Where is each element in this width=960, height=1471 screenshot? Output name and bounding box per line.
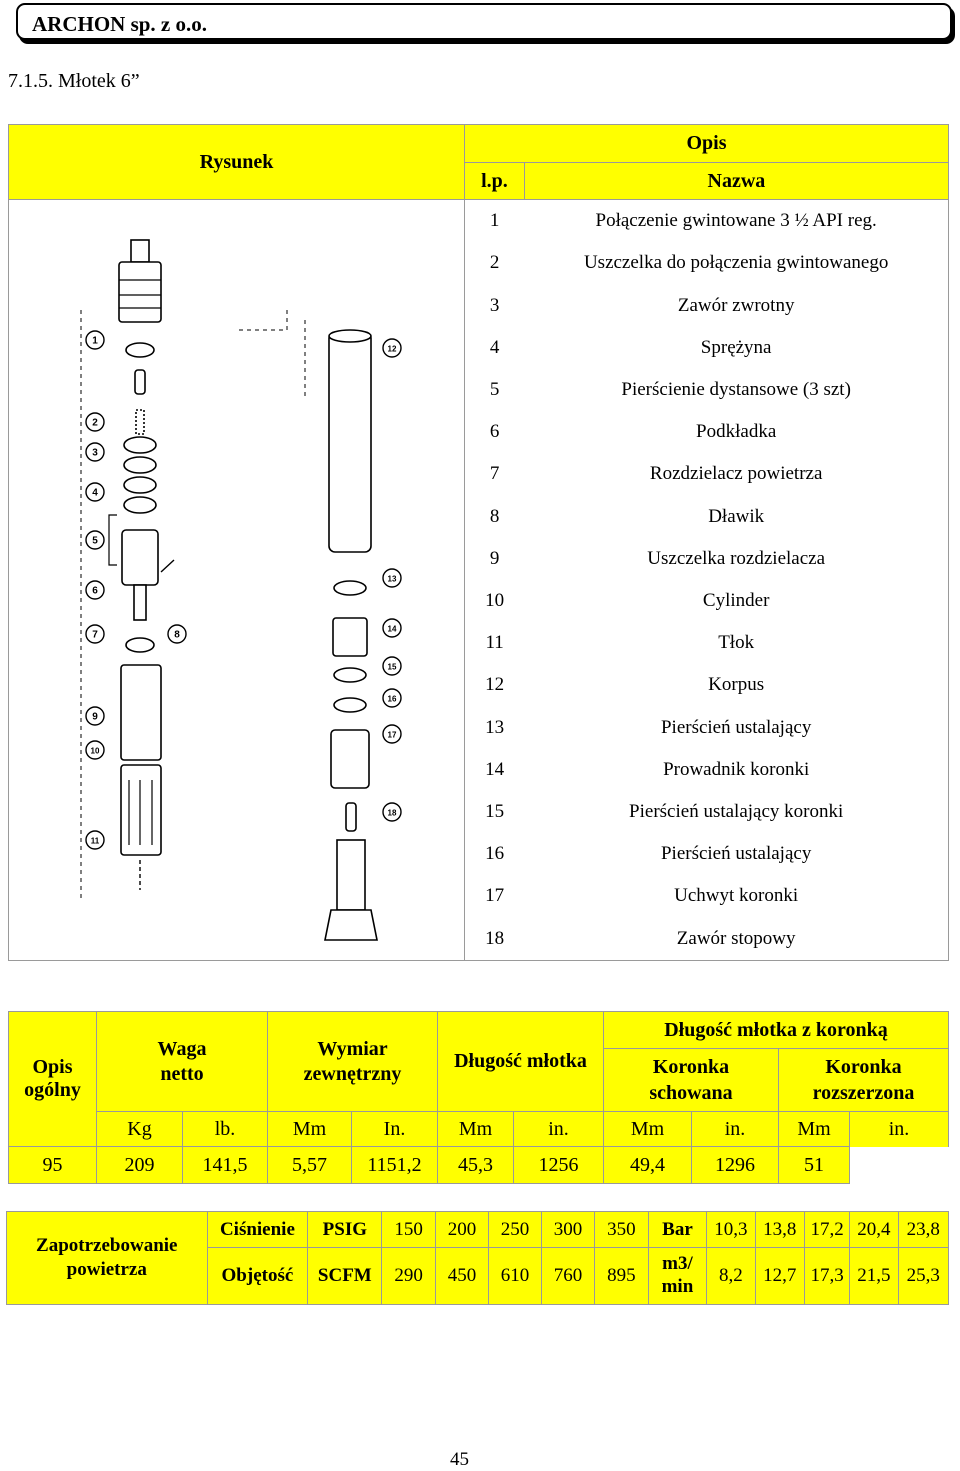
part-number: 10 (465, 580, 525, 622)
callout-label: 7 (92, 629, 98, 641)
part-number: 15 (465, 791, 525, 833)
callout-label: 4 (92, 487, 98, 499)
part-name: Zawór zwrotny (524, 284, 948, 326)
part-check-valve (135, 370, 145, 394)
part-number: 1 (465, 200, 525, 243)
bar-value: 20,4 (850, 1212, 898, 1248)
scfm-value: 610 (489, 1248, 541, 1305)
value-cell: 51 (779, 1147, 850, 1184)
part-name: Uszczelka rozdzielacza (524, 538, 948, 580)
bar-value: 10,3 (707, 1212, 755, 1248)
unit-cell: in. (514, 1112, 604, 1147)
part-body (329, 332, 371, 552)
value-cell: 1296 (692, 1147, 779, 1184)
general-description-label: Opis ogólny (9, 1012, 97, 1147)
part-spacer-ring (124, 437, 156, 453)
callout-label: 6 (92, 585, 98, 597)
part-number: 5 (465, 369, 525, 411)
callout-label: 16 (387, 694, 397, 704)
part-name: Sprężyna (524, 327, 948, 369)
length-with-bit-label: Długość młotka z koronką (604, 1012, 949, 1049)
unit-cell: Mm (438, 1112, 514, 1147)
part-name: Pierścienie dystansowe (3 szt) (524, 369, 948, 411)
part-distributor-seal (126, 638, 154, 652)
bit-retracted-label: Koronka schowana (604, 1049, 779, 1112)
description-header: Opis (465, 125, 949, 163)
part-name: Korpus (524, 664, 948, 706)
weight-label: Waga netto (97, 1012, 268, 1112)
part-number: 7 (465, 453, 525, 495)
scfm-value: 760 (541, 1248, 594, 1305)
air-demand-table (6, 1211, 949, 1305)
callout-label: 2 (92, 417, 98, 429)
part-bit-retaining-ring (334, 668, 366, 682)
part-washer (124, 497, 156, 513)
part-name: Tłok (524, 622, 948, 664)
name-header: Nazwa (524, 163, 948, 200)
part-name: Pierścień ustalający (524, 833, 948, 875)
part-threaded-connection (119, 262, 161, 322)
air-demand-label: Zapotrzebowanie powietrza (7, 1212, 208, 1305)
m3-unit: m3/ min (648, 1248, 707, 1305)
callout-label: 9 (92, 711, 98, 723)
value-cell: 95 (9, 1147, 97, 1184)
part-name: Uszczelka do połączenia gwintowanego (524, 242, 948, 284)
part-spacer-ring (124, 477, 156, 493)
psig-value: 350 (595, 1212, 648, 1248)
hammer-length-label: Długość młotka (438, 1012, 604, 1112)
section-title: 7.1.5. Młotek 6” (8, 70, 140, 92)
scfm-value: 895 (595, 1248, 648, 1305)
scfm-value: 290 (382, 1248, 435, 1305)
bar-value: 23,8 (898, 1212, 948, 1248)
bar-value: 13,8 (755, 1212, 804, 1248)
part-number: 2 (465, 242, 525, 284)
part-name: Podkładka (524, 411, 948, 453)
part-name: Uchwyt koronki (524, 875, 948, 917)
scfm-unit: SCFM (308, 1248, 382, 1305)
part-connection-top (131, 240, 149, 262)
company-header (16, 3, 952, 40)
part-name: Zawór stopowy (524, 918, 948, 961)
bar-value: 17,2 (804, 1212, 849, 1248)
psig-value: 250 (489, 1212, 541, 1248)
outer-dimension-label: Wymiar zewnętrzny (268, 1012, 438, 1112)
spec-table (8, 1011, 949, 1184)
part-bit-shank (337, 840, 365, 910)
part-name: Dławik (524, 495, 948, 537)
part-piston (121, 765, 161, 855)
unit-cell: in. (692, 1112, 779, 1147)
part-name: Pierścień ustalający koronki (524, 791, 948, 833)
part-number: 11 (465, 622, 525, 664)
bit-extended-label: Koronka rozszerzona (779, 1049, 949, 1112)
part-bit-chuck (331, 730, 369, 788)
callout-label: 5 (92, 535, 98, 547)
m3-value: 8,2 (707, 1248, 755, 1305)
part-number: 16 (465, 833, 525, 875)
part-number: 3 (465, 284, 525, 326)
psig-value: 300 (541, 1212, 594, 1248)
drawing-header: Rysunek (9, 125, 465, 200)
page-number: 45 (450, 1449, 469, 1470)
callout-label: 8 (174, 629, 180, 641)
parts-table (8, 124, 949, 961)
part-number: 12 (465, 664, 525, 706)
part-air-distributor (122, 530, 158, 585)
unit-cell: Mm (268, 1112, 352, 1147)
value-cell: 141,5 (183, 1147, 268, 1184)
callout-label: 17 (387, 730, 397, 740)
callout-label: 18 (387, 808, 397, 818)
volume-label: Objętość (207, 1248, 308, 1305)
parts-row (9, 200, 949, 243)
part-name: Połączenie gwintowane 3 ½ API reg. (524, 200, 948, 243)
part-spacer-ring (124, 457, 156, 473)
unit-cell: lb. (183, 1112, 268, 1147)
unit-cell: Kg (97, 1112, 183, 1147)
part-number: 9 (465, 538, 525, 580)
part-drill-bit (325, 910, 377, 940)
part-name: Cylinder (524, 580, 948, 622)
callout-label: 1 (92, 335, 98, 347)
callout-label: 3 (92, 447, 98, 459)
unit-cell: Mm (604, 1112, 692, 1147)
psig-value: 200 (435, 1212, 488, 1248)
exploded-drawing-cell (9, 200, 465, 961)
bar-unit: Bar (648, 1212, 707, 1248)
psig-value: 150 (382, 1212, 435, 1248)
unit-cell: In. (352, 1112, 438, 1147)
m3-value: 25,3 (898, 1248, 948, 1305)
unit-cell: in. (850, 1112, 949, 1147)
part-name: Pierścień ustalający (524, 706, 948, 748)
value-cell: 1151,2 (352, 1147, 438, 1184)
value-cell: 1256 (514, 1147, 604, 1184)
callout-label: 10 (90, 746, 100, 756)
scfm-value: 450 (435, 1248, 488, 1305)
lp-header: l.p. (465, 163, 525, 200)
psig-unit: PSIG (308, 1212, 382, 1248)
part-number: 8 (465, 495, 525, 537)
company-name: ARCHON sp. z o.o. (32, 12, 208, 36)
part-spring (136, 410, 144, 434)
pressure-label: Ciśnienie (207, 1212, 308, 1248)
part-name: Rozdzielacz powietrza (524, 453, 948, 495)
part-retaining-ring-2 (334, 698, 366, 712)
callout-label: 12 (387, 344, 397, 354)
callout-label: 14 (387, 624, 397, 634)
m3-value: 21,5 (850, 1248, 898, 1305)
value-cell: 49,4 (604, 1147, 692, 1184)
part-number: 18 (465, 918, 525, 961)
m3-value: 12,7 (755, 1248, 804, 1305)
value-cell: 209 (97, 1147, 183, 1184)
part-bit-guide (333, 618, 367, 656)
part-number: 6 (465, 411, 525, 453)
part-number: 17 (465, 875, 525, 917)
part-name: Prowadnik koronki (524, 749, 948, 791)
part-retaining-ring (334, 581, 366, 595)
part-number: 14 (465, 749, 525, 791)
callout-label: 11 (90, 836, 100, 846)
part-number: 4 (465, 327, 525, 369)
m3-value: 17,3 (804, 1248, 849, 1305)
hammer-exploded-drawing (9, 200, 464, 960)
value-cell: 5,57 (268, 1147, 352, 1184)
callout-label: 15 (387, 662, 397, 672)
callout-label: 13 (387, 574, 397, 584)
part-cylinder (121, 665, 161, 760)
value-cell: 45,3 (438, 1147, 514, 1184)
part-foot-valve (346, 803, 356, 831)
part-number: 13 (465, 706, 525, 748)
unit-cell: Mm (779, 1112, 850, 1147)
part-seal (126, 343, 154, 357)
